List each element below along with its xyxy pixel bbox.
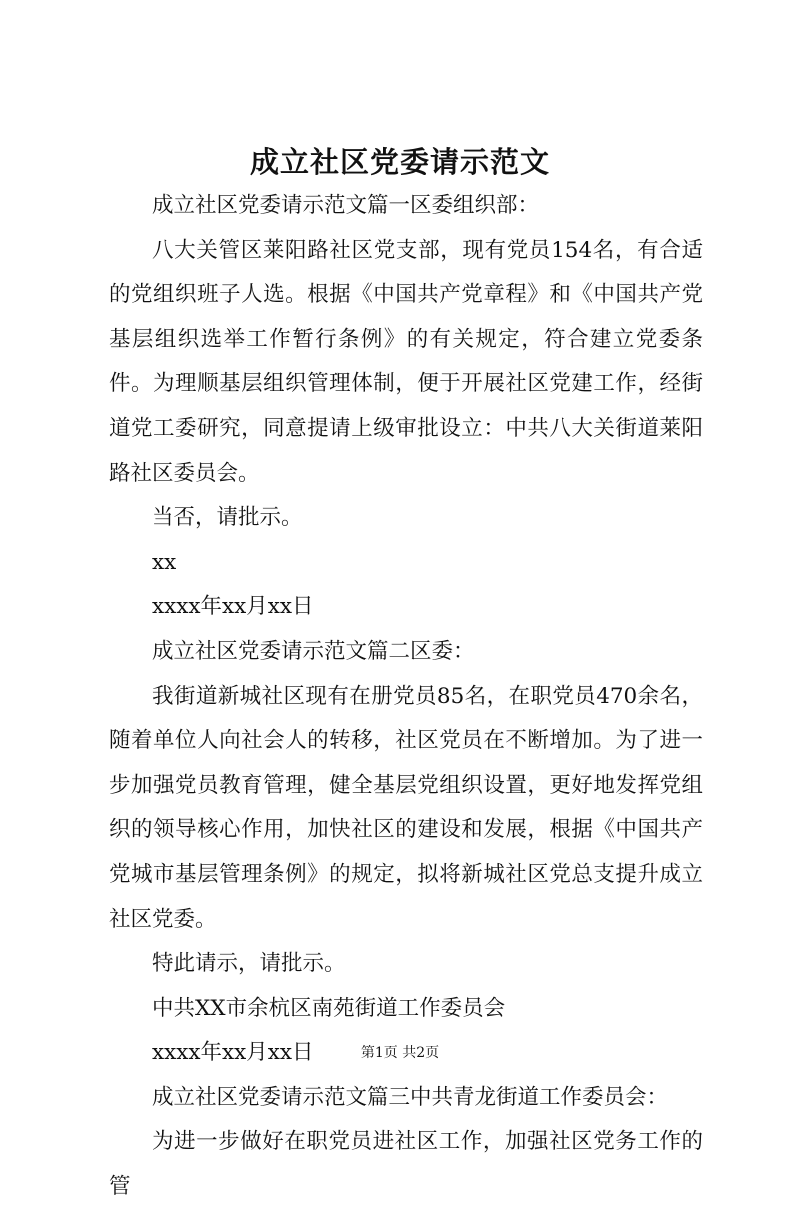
paragraph-signature-1: xx bbox=[152, 549, 177, 575]
paragraph-heading-1: 成立社区党委请示范文篇一区委组织部： bbox=[152, 193, 540, 218]
paragraph-body-2: 我街道新城社区现有在册党员85名，在职党员470余名，随着单位人向社会人的转移，社区党员在不断增加。为了进一步加强党员教育管理，健全基层党组织设置，更好地发挥党组织的领导核心作用，加快社区的建设和发展，根据《中国共产党城市基层管理条例》的规定，拟将新城社区党总支提升成立社区党委。 bbox=[109, 683, 703, 932]
paragraph-request-2: 特此请示，请批示。 bbox=[152, 951, 346, 977]
paragraph-date-1: xxxx年xx月xx日 bbox=[152, 594, 314, 620]
paragraph-body-3: 为进一步做好在职党员进社区工作，加强社区党务工作的管 bbox=[109, 1129, 703, 1200]
paragraph-heading-3: 成立社区党委请示范文篇三中共青龙街道工作委员会： bbox=[152, 1084, 669, 1110]
paragraph-date-2: xxxx年xx月xx日 bbox=[152, 1040, 314, 1066]
page-footer: 第1页 共2页 bbox=[360, 1045, 440, 1061]
paragraph-signature-2: 中共XX市余杭区南苑街道工作委员会 bbox=[152, 995, 506, 1021]
paragraph-heading-2: 成立社区党委请示范文篇二区委： bbox=[152, 638, 475, 664]
paragraph-request-1: 当否，请批示。 bbox=[152, 505, 303, 531]
paragraph-body-1: 八大关管区莱阳路社区党支部，现有党员154名，有合适的党组织班子人选。根据《中国共产党章程》和《中国共产党基层组织选举工作暂行条例》的有关规定，符合建立党委条件。为理顺基层组织管理体制，便于开展社区党建工作，经街道党工委研究，同意提请上级审批设立：中共八大关街道莱阳路社区委员会。 bbox=[109, 237, 703, 486]
document-title: 成立社区党委请示范文 bbox=[249, 145, 550, 179]
